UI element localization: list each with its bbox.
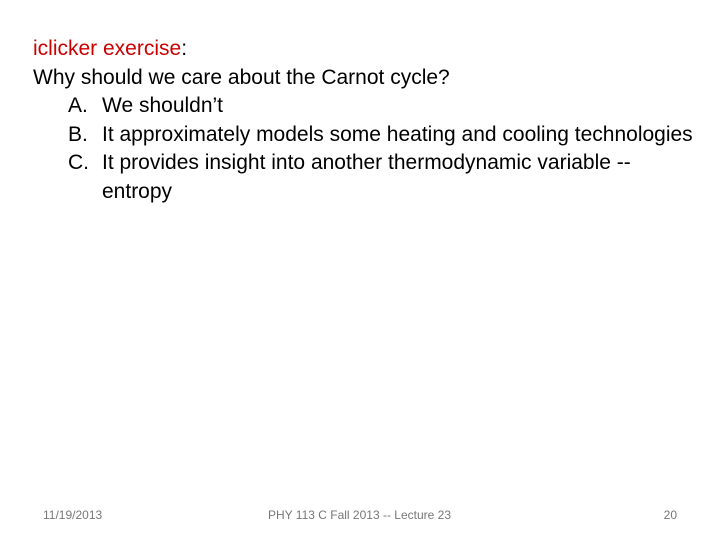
option-letter: C.: [68, 151, 89, 174]
option-letter: A.: [68, 94, 88, 117]
option-letter: B.: [68, 122, 88, 146]
option-text: It approximately models some heating and cooling technologies: [102, 122, 693, 146]
option-a: [33, 92, 693, 121]
slide-content: [33, 35, 693, 206]
slide-heading: [33, 35, 693, 64]
option-b: [33, 121, 693, 150]
option-text: We shouldn’t: [102, 94, 224, 117]
heading-colon: :: [181, 37, 188, 60]
footer-course-title: PHY 113 C Fall 2013 -- Lecture 23: [268, 508, 451, 522]
footer-date: 11/19/2013: [43, 508, 103, 522]
option-c: [33, 149, 693, 206]
heading-prefix: iclicker exercise: [33, 37, 182, 60]
footer-page-number: 20: [663, 508, 677, 522]
option-text: It provides insight into another thermodynamic variable -- entropy: [102, 151, 631, 203]
answer-options: [33, 92, 693, 206]
question-text: Why should we care about the Carnot cycle?: [33, 65, 450, 89]
